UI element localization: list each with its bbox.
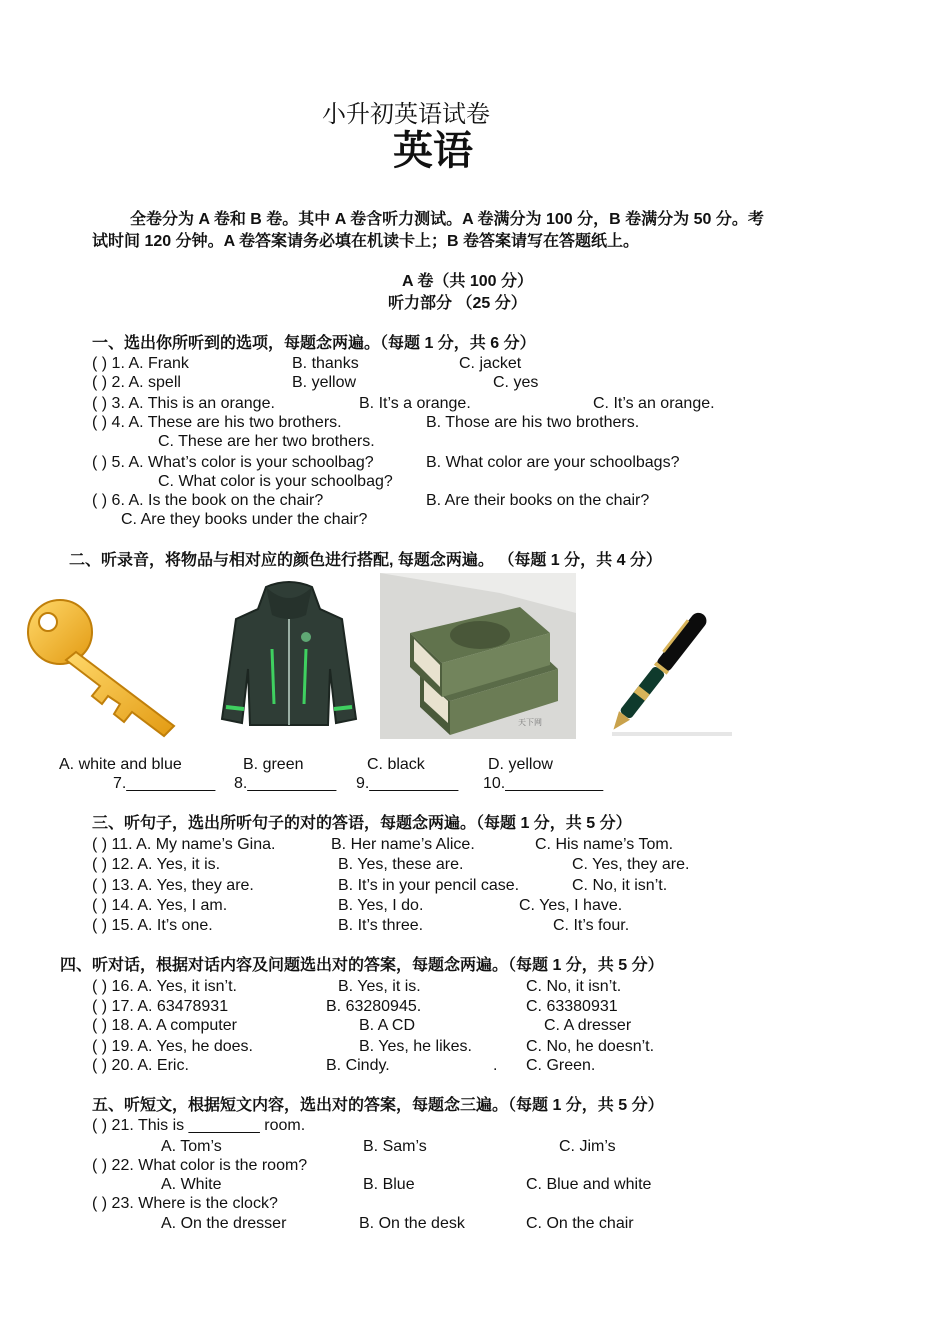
color-option-c: C. black (367, 756, 425, 773)
q2-option-a: ( ) 2. A. spell (92, 374, 181, 391)
q11-option-c: C. His name’s Tom. (535, 836, 674, 853)
q12-option-a: ( ) 12. A. Yes, it is. (92, 856, 221, 873)
intro-line-2: 试时间 120 分钟。A 卷答案请务必填在机读卡上；B 卷答案请写在答题纸上。 (92, 233, 639, 250)
q21-option-a: A. Tom’s (161, 1138, 222, 1155)
q11-option-a: ( ) 11. A. My name’s Gina. (92, 836, 276, 853)
q20-option-a: ( ) 20. A. Eric. (92, 1057, 189, 1074)
q2-option-b: B. yellow (292, 374, 357, 391)
q2-option-c: C. yes (493, 374, 539, 391)
q21-question: ( ) 21. This is ________ room. (92, 1117, 306, 1134)
q23-option-c: C. On the chair (526, 1215, 634, 1232)
q19-option-b: B. Yes, he likes. (359, 1038, 472, 1055)
q14-option-b: B. Yes, I do. (338, 897, 424, 914)
listening-subtitle: 听力部分 （25 分） (388, 295, 527, 312)
q5-option-a: ( ) 5. A. What’s color is your schoolbag? (92, 454, 374, 471)
books-image (380, 573, 576, 739)
q5-option-c: C. What color is your schoolbag? (158, 473, 393, 490)
q19-option-a: ( ) 19. A. Yes, he does. (92, 1038, 253, 1055)
q17-option-b: B. 63280945. (326, 998, 422, 1015)
q20-stray-dot: . (493, 1057, 498, 1074)
q20-option-b: B. Cindy. (326, 1057, 390, 1074)
color-option-b: B. green (243, 756, 304, 773)
q1-option-b: B. thanks (292, 355, 359, 372)
q15-option-c: C. It’s four. (553, 917, 630, 934)
q18-option-c: C. A dresser (544, 1017, 632, 1034)
q22-question: ( ) 22. What color is the room? (92, 1157, 308, 1174)
q23-option-a: A. On the dresser (161, 1215, 287, 1232)
q1-option-a: ( ) 1. A. Frank (92, 355, 189, 372)
section-3-title: 三、听句子，选出所听句子的对的答语，每题念两遍。（每题 1 分，共 5 分） (92, 815, 632, 832)
q12-option-c: C. Yes, they are. (572, 856, 690, 873)
q6-option-b: B. Are their books on the chair? (426, 492, 650, 509)
q16-option-b: B. Yes, it is. (338, 978, 421, 995)
q12-option-b: B. Yes, these are. (338, 856, 464, 873)
blank-8: 8.__________ (234, 775, 337, 792)
section-5-title: 五、听短文，根据短文内容，选出对的答案，每题念三遍。（每题 1 分，共 5 分） (92, 1097, 664, 1114)
q6-option-a: ( ) 6. A. Is the book on the chair? (92, 492, 324, 509)
key-image (24, 594, 190, 740)
q14-option-c: C. Yes, I have. (519, 897, 623, 914)
q18-option-a: ( ) 18. A. A computer (92, 1017, 237, 1034)
paper-a-title: A 卷（共 100 分） (402, 273, 533, 290)
section-2-title: 二、听录音，将物品与相对应的颜色进行搭配, 每题念两遍。 （每题 1 分，共 4 分） (69, 552, 662, 569)
q4-option-b: B. Those are his two brothers. (426, 414, 640, 431)
q1-option-c: C. jacket (459, 355, 522, 372)
q4-option-c: C. These are her two brothers. (158, 433, 375, 450)
q22-option-b: B. Blue (363, 1176, 415, 1193)
pen-image (592, 584, 738, 740)
exam-title: 小升初英语试卷 (322, 100, 490, 128)
color-option-a: A. white and blue (59, 756, 182, 773)
q20-option-c: C. Green. (526, 1057, 596, 1074)
jacket-image (216, 579, 362, 727)
q3-option-b: B. It’s a orange. (359, 395, 471, 412)
intro-line-1: 全卷分为 A 卷和 B 卷。其中 A 卷含听力测试。A 卷满分为 100 分，B 卷满分为 50 分。考 (130, 211, 764, 228)
section-1-title: 一、选出你所听到的选项，每题念两遍。（每题 1 分，共 6 分） (92, 335, 536, 352)
q14-option-a: ( ) 14. A. Yes, I am. (92, 897, 228, 914)
q22-option-a: A. White (161, 1176, 222, 1193)
q16-option-c: C. No, it isn’t. (526, 978, 622, 995)
q3-option-a: ( ) 3. A. This is an orange. (92, 395, 275, 412)
books-watermark: 天下网 (518, 718, 542, 727)
q23-option-b: B. On the desk (359, 1215, 465, 1232)
q5-option-b: B. What color are your schoolbags? (426, 454, 680, 471)
q21-option-c: C. Jim’s (559, 1138, 616, 1155)
q17-option-a: ( ) 17. A. 63478931 (92, 998, 229, 1015)
q22-option-c: C. Blue and white (526, 1176, 652, 1193)
q15-option-b: B. It’s three. (338, 917, 424, 934)
blank-9: 9.__________ (356, 775, 459, 792)
q21-option-b: B. Sam’s (363, 1138, 427, 1155)
q17-option-c: C. 63380931 (526, 998, 618, 1015)
q4-option-a: ( ) 4. A. These are his two brothers. (92, 414, 342, 431)
subject-title: 英语 (393, 127, 473, 174)
q16-option-a: ( ) 16. A. Yes, it isn’t. (92, 978, 237, 995)
blank-10: 10.___________ (483, 775, 604, 792)
q23-question: ( ) 23. Where is the clock? (92, 1195, 278, 1212)
q15-option-a: ( ) 15. A. It’s one. (92, 917, 213, 934)
q13-option-c: C. No, it isn’t. (572, 877, 668, 894)
blank-7: 7.__________ (113, 775, 216, 792)
q3-option-c: C. It’s an orange. (593, 395, 715, 412)
q13-option-b: B. It’s in your pencil case. (338, 877, 520, 894)
q11-option-b: B. Her name’s Alice. (331, 836, 475, 853)
section-4-title: 四、听对话，根据对话内容及问题选出对的答案，每题念两遍。（每题 1 分，共 5 分） (60, 957, 664, 974)
color-option-d: D. yellow (488, 756, 553, 773)
q19-option-c: C. No, he doesn’t. (526, 1038, 655, 1055)
q18-option-b: B. A CD (359, 1017, 416, 1034)
q13-option-a: ( ) 13. A. Yes, they are. (92, 877, 254, 894)
q6-option-c: C. Are they books under the chair? (121, 511, 368, 528)
